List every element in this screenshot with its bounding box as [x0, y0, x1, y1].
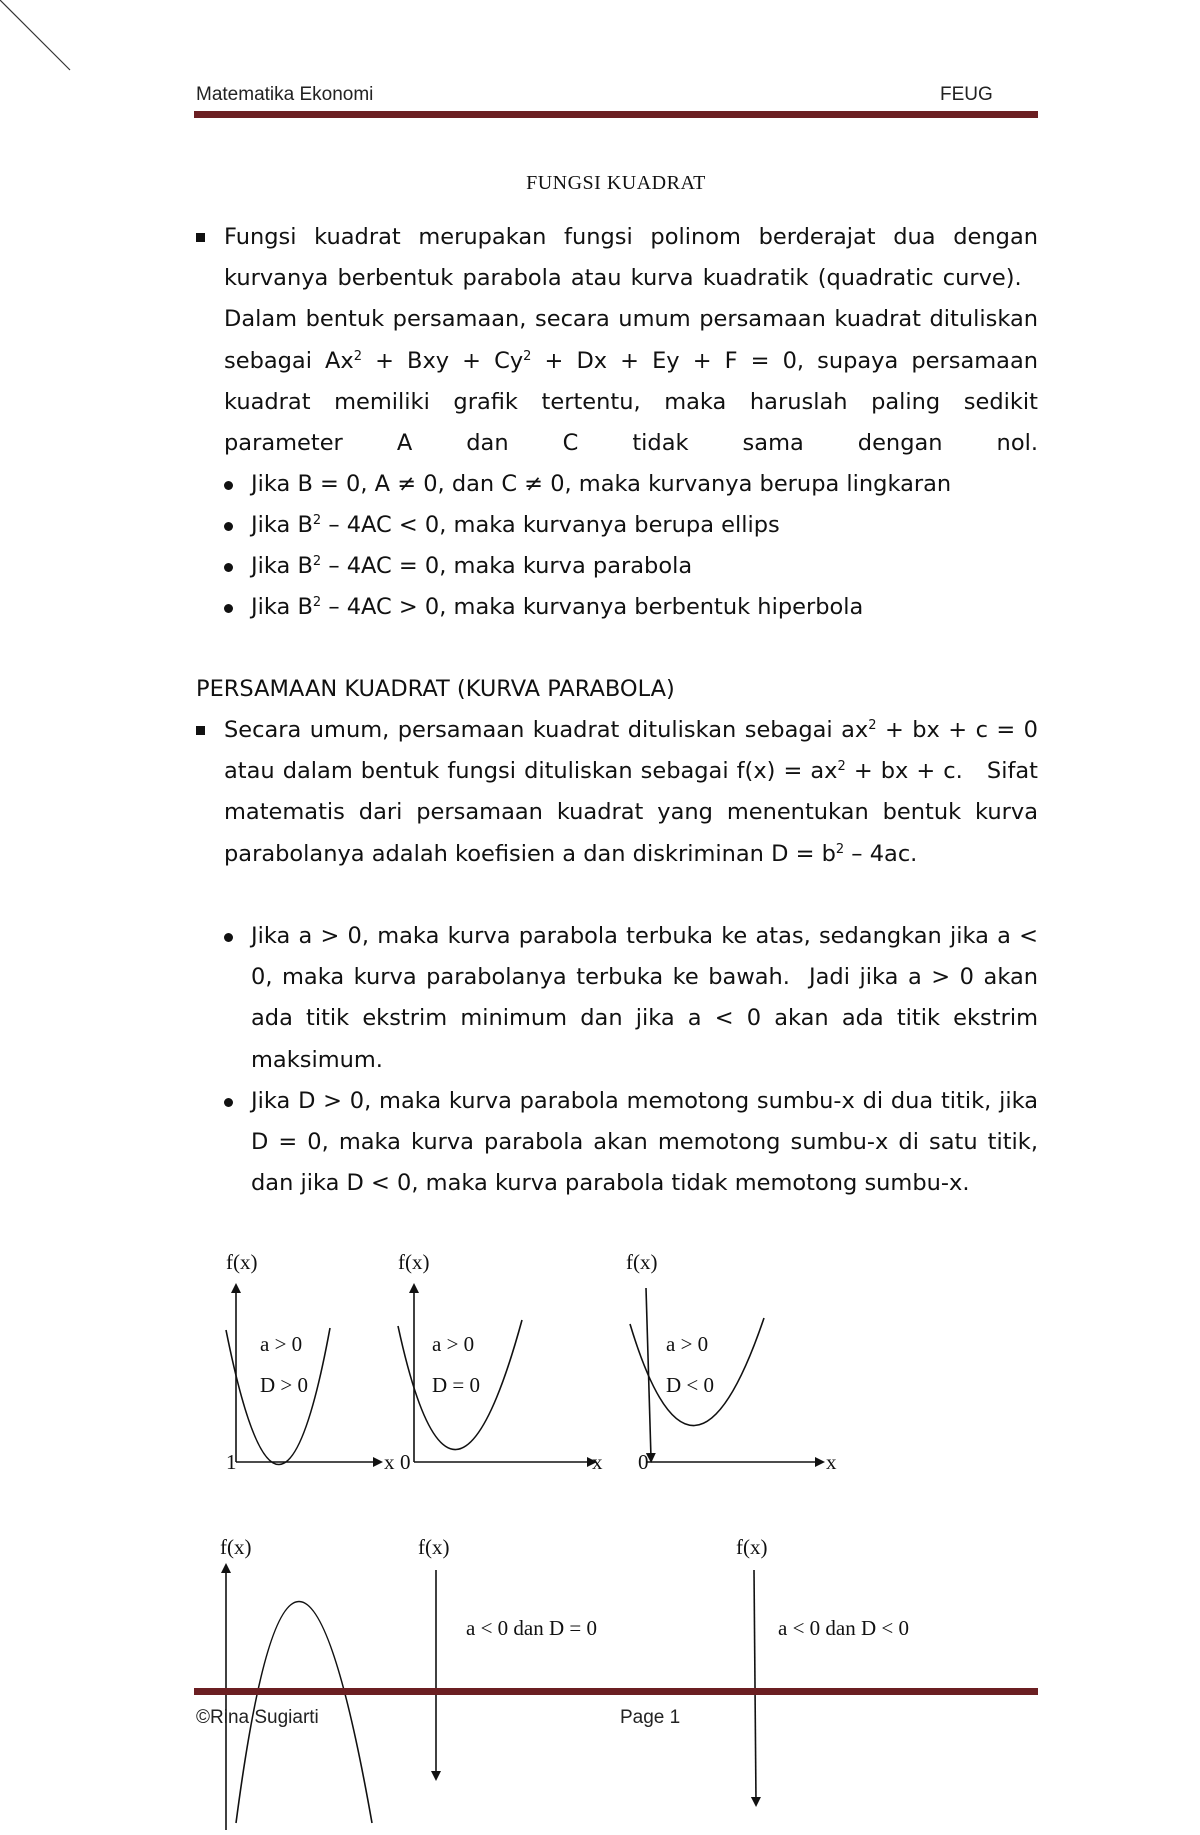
section-heading: PERSAMAAN KUADRAT (KURVA PARABOLA): [196, 676, 675, 702]
graph1-origin: 1: [226, 1450, 237, 1474]
intro-paragraph: Fungsi kuadrat merupakan fungsi polinom berderajat dua dengan kurvanya berbentuk parabola atau kurva kuadratik (quadratic curve). Dalam bentuk persamaan, secara umum persamaan kuadrat dituliskan sebagai $Ax^2$ + Bxy + $Cy^2 + Dx + Ey + F = 0$, supaya persamaan kuadrat memiliki grafik tertentu, maka haruslah paling sedikit parameter A dan C tidak sama dengan nol.: [224, 224, 1039, 457]
header-rule: [194, 111, 1038, 118]
graph3-ylabel: f(x): [626, 1250, 658, 1274]
graph3-xlabel: x: [826, 1450, 837, 1474]
bullet-dot: [224, 563, 233, 572]
graph2-xlabel: x: [592, 1450, 603, 1474]
header-course: Matematika Ekonomi: [196, 84, 374, 105]
graph1-a-cond: a > 0: [260, 1332, 303, 1356]
header-faculty: FEUG: [940, 84, 993, 105]
bullet-dot: [224, 522, 233, 531]
graph4-ylabel: f(x): [220, 1535, 252, 1559]
graph6-y-axis: [754, 1570, 756, 1802]
graph3-origin: 0: [638, 1450, 649, 1474]
section2-bullet-1: Jika a > 0, maka kurva parabola terbuka ke atas, sedangkan jika a < 0, maka kurva parabolanya terbuka ke bawah. Jadi jika a > 0 akan ada titik ekstrim minimum dan jika a < 0 akan ada titik ekstrim maksimum.: [251, 923, 1038, 1073]
graph5-ylabel: f(x): [418, 1535, 450, 1559]
intro-bullet-1: Jika B = 0, A ≠ 0, dan C ≠ 0, maka kurvanya berupa lingkaran: [251, 471, 952, 497]
square-bullet: [196, 233, 205, 242]
footer-rule: [194, 1688, 1038, 1695]
graph2-origin: 0: [400, 1450, 411, 1474]
bullet-dot: [224, 604, 233, 613]
graph5-condition: a < 0 dan D = 0: [466, 1616, 597, 1640]
graph1-xlabel: x: [384, 1450, 395, 1474]
footer-author: ©Rina Sugiarti: [196, 1707, 319, 1728]
intro-bullet-4: Jika $B^2 - 4AC > 0$, maka kurvanya berbentuk hiperbola: [251, 594, 864, 620]
bullet-dot: [224, 933, 233, 942]
section2-paragraph: Secara umum, persamaan kuadrat dituliskan sebagai $ax^2$ + bx + c = 0 atau dalam bentuk fungsi dituliskan sebagai $f(x) = ax^2$ + bx + c. Sifat matematis dari persamaan kuadrat yang menentukan bentuk kurva parabolanya adalah koefisien a dan diskriminan $D = b^2 - 4ac$.: [224, 717, 1038, 867]
graph2-d-cond: D = 0: [432, 1373, 481, 1397]
page-title: FUNGSI KUADRAT: [526, 172, 706, 194]
graph2-ylabel: f(x): [398, 1250, 430, 1274]
bullet-dot: [224, 1098, 233, 1107]
graph3-a-cond: a > 0: [666, 1332, 709, 1356]
graph3-d-cond: D < 0: [666, 1373, 715, 1397]
graph6-condition: a < 0 dan D < 0: [778, 1616, 909, 1640]
section2-bullet-2: Jika D > 0, maka kurva parabola memotong sumbu-x di dua titik, jika D = 0, maka kurva parabola akan memotong sumbu-x di satu titik, dan jika D < 0, maka kurva parabola tidak memotong sumbu-x.: [251, 1088, 1038, 1197]
corner-crop-mark: [0, 0, 80, 80]
square-bullet: [196, 726, 205, 735]
bullet-dot: [224, 481, 233, 490]
intro-bullet-2: Jika $B^2 - 4AC < 0$, maka kurvanya berupa ellips: [251, 512, 780, 538]
graph6-ylabel: f(x): [736, 1535, 768, 1559]
graph1-ylabel: f(x): [226, 1250, 258, 1274]
footer-page-number: Page 1: [620, 1707, 681, 1728]
intro-bullet-3: Jika $B^2 - 4AC = 0$, maka kurva parabola: [251, 553, 693, 579]
graph2-a-cond: a > 0: [432, 1332, 475, 1356]
graph1-d-cond: D > 0: [260, 1373, 309, 1397]
